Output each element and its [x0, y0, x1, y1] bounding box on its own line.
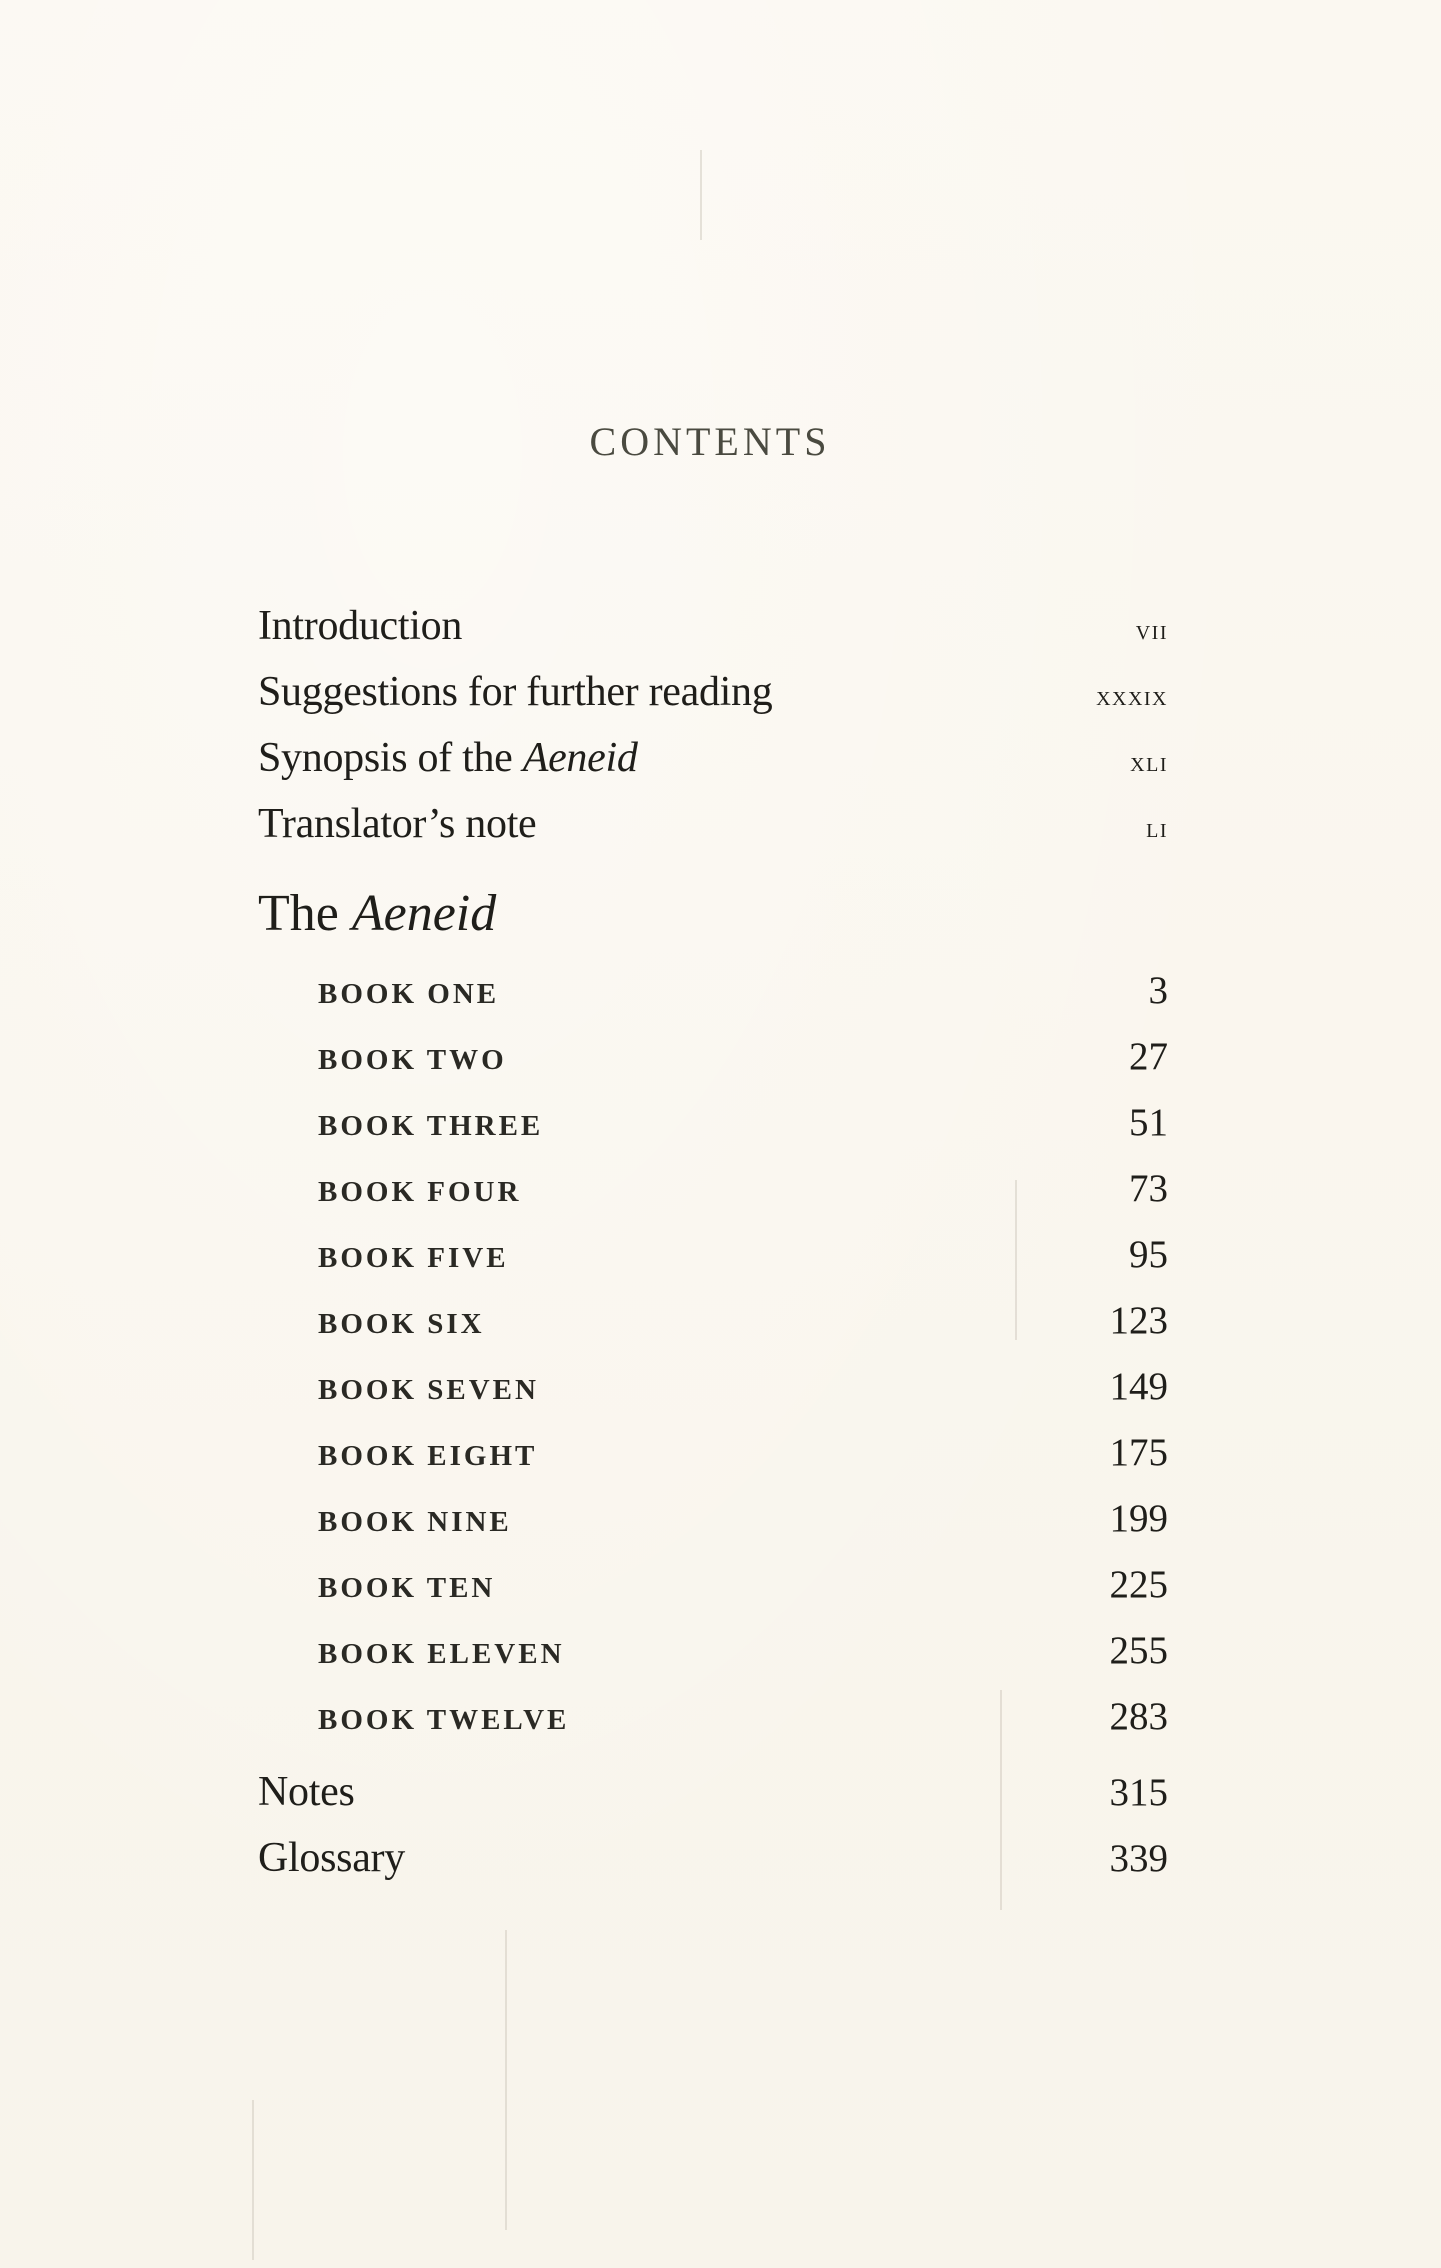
toc-entry-label: BOOK THREE: [318, 1110, 544, 1142]
toc-entry-book-ten[interactable]: [318, 1562, 1168, 1607]
toc-page-number: 123: [1109, 1299, 1168, 1342]
toc-page-number: xxxix: [1096, 680, 1168, 712]
toc-entry-label: Suggestions for further reading: [258, 669, 773, 715]
toc-entry-book-twelve[interactable]: [318, 1694, 1168, 1739]
toc-page-number: 283: [1109, 1695, 1168, 1738]
toc-entry-label: BOOK TEN: [318, 1572, 496, 1604]
toc-page-number: 95: [1129, 1233, 1168, 1276]
toc-entry-label: BOOK SEVEN: [318, 1374, 539, 1406]
toc-entry-label: Glossary: [258, 1835, 405, 1881]
toc-entry-label-prefix: Synopsis of the: [258, 735, 523, 781]
toc-entry-book-eleven[interactable]: [318, 1628, 1168, 1673]
paper-mark: [252, 2100, 254, 2260]
toc-entry-book-two[interactable]: [318, 1034, 1168, 1079]
toc-page-number: 315: [1109, 1771, 1168, 1814]
toc-entry-label: BOOK TWELVE: [318, 1704, 570, 1736]
toc-entry-further-reading[interactable]: [258, 668, 1168, 716]
section-title-prefix: The: [258, 885, 352, 942]
toc-entry-label: BOOK EIGHT: [318, 1440, 538, 1472]
toc-page-number: 27: [1129, 1035, 1168, 1078]
toc-page-number: 255: [1109, 1629, 1168, 1672]
section-title: [258, 884, 496, 943]
toc-page-number: 225: [1109, 1563, 1168, 1606]
toc-entry-label: BOOK ELEVEN: [318, 1638, 565, 1670]
toc-entry-book-eight[interactable]: [318, 1430, 1168, 1475]
toc-entry-label: BOOK FOUR: [318, 1176, 522, 1208]
toc-entry-book-six[interactable]: [318, 1298, 1168, 1343]
toc-entry-translators-note[interactable]: [258, 800, 1168, 848]
toc-entry-label: BOOK TWO: [318, 1044, 507, 1076]
paper-mark: [505, 1930, 507, 2230]
toc-page-number: xli: [1130, 746, 1168, 778]
toc-entry-book-four[interactable]: [318, 1166, 1168, 1211]
toc-entry-label: BOOK SIX: [318, 1308, 485, 1340]
toc-page-number: vii: [1135, 614, 1168, 646]
toc-entry-label: BOOK FIVE: [318, 1242, 509, 1274]
toc-entry-synopsis[interactable]: [258, 734, 1168, 782]
toc-entry-label: Introduction: [258, 603, 463, 649]
toc-entry-label: [258, 734, 638, 782]
toc-entry-book-five[interactable]: [318, 1232, 1168, 1277]
toc-entry-label: BOOK NINE: [318, 1506, 512, 1538]
toc-entry-glossary[interactable]: [258, 1834, 1168, 1882]
contents-heading: CONTENTS: [589, 419, 831, 464]
toc-entry-book-one[interactable]: [318, 968, 1168, 1013]
toc-entry-label: Translator’s note: [258, 801, 537, 847]
toc-page-number: 73: [1129, 1167, 1168, 1210]
toc-entry-book-three[interactable]: [318, 1100, 1168, 1145]
toc-entry-label: Notes: [258, 1769, 355, 1815]
toc-page-number: 3: [1148, 969, 1168, 1012]
toc-page-number: 51: [1129, 1101, 1168, 1144]
toc-page-number: 199: [1109, 1497, 1168, 1540]
toc-entry-book-nine[interactable]: [318, 1496, 1168, 1541]
toc-page-number: li: [1146, 812, 1168, 844]
toc-page-number: 175: [1109, 1431, 1168, 1474]
toc-page-number: 339: [1109, 1837, 1168, 1880]
toc-entry-label-italic: Aeneid: [522, 735, 638, 781]
toc-entry-notes[interactable]: [258, 1768, 1168, 1816]
toc-entry-introduction[interactable]: [258, 602, 1168, 650]
paper-mark: [700, 150, 702, 240]
toc-page-number: 149: [1109, 1365, 1168, 1408]
section-title-italic: Aeneid: [351, 885, 497, 942]
toc-entry-book-seven[interactable]: [318, 1364, 1168, 1409]
toc-entry-label: BOOK ONE: [318, 978, 500, 1010]
